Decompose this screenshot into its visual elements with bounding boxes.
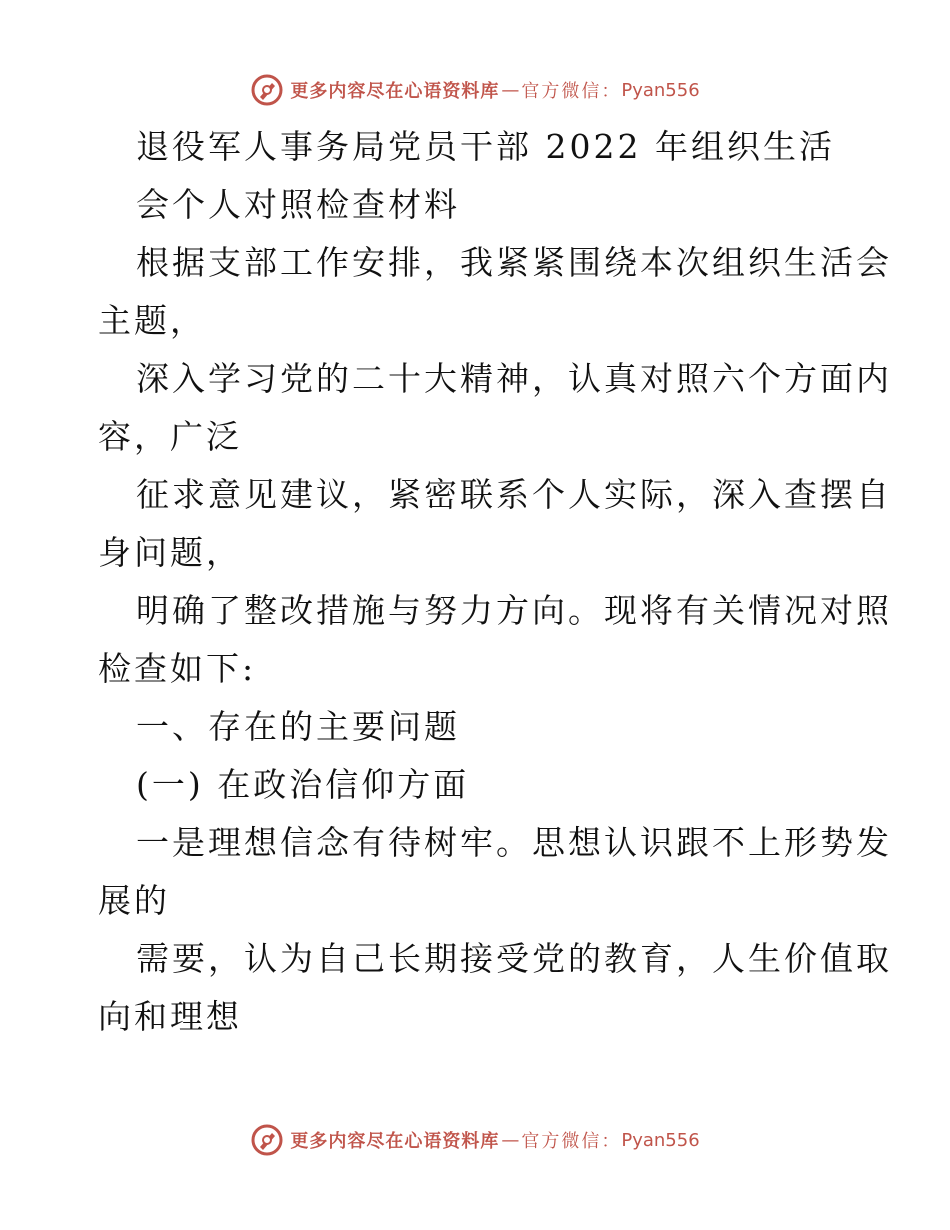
body-line: 一是理想信念有待树牢。思想认识跟不上形势发 (136, 823, 892, 862)
banner-main-text: 更多内容尽在心语资料库 (290, 1131, 500, 1152)
body-line: 明确了整改措施与努力方向。现将有关情况对照 (136, 591, 892, 630)
body-line: 向和理想 (98, 997, 242, 1036)
logo-pen-icon (250, 73, 284, 107)
body-line: 主题， (98, 301, 206, 340)
logo-pen-icon (250, 1123, 284, 1157)
body-line: 容，广泛 (98, 417, 242, 456)
body-line: 根据支部工作安排，我紧紧围绕本次组织生活会 (136, 243, 892, 282)
body-line: 深入学习党的二十大精神，认真对照六个方面内 (136, 359, 892, 398)
footer-banner (0, 1120, 950, 1160)
document-body (98, 118, 892, 1046)
title-line-1: 退役军人事务局党员干部 2022 年组织生活 (136, 127, 835, 166)
banner-main-text: 更多内容尽在心语资料库 (290, 81, 500, 102)
header-banner (0, 70, 950, 110)
banner-separator: — (501, 1129, 520, 1151)
body-line: 需要，认为自己长期接受党的教育，人生价值取 (136, 939, 892, 978)
banner-wechat-label: 官方微信： (521, 1131, 622, 1152)
section-heading: 一、存在的主要问题 (136, 707, 460, 746)
banner-separator: — (501, 79, 520, 101)
banner-wechat-label: 官方微信： (521, 81, 622, 102)
body-line: 征求意见建议，紧密联系个人实际，深入查摆自 (136, 475, 892, 514)
subsection-heading: (一) 在政治信仰方面 (136, 765, 470, 804)
body-line: 展的 (98, 881, 170, 920)
body-line: 检查如下: (98, 649, 257, 688)
body-line: 身问题， (98, 533, 242, 572)
banner-wechat-id: Pyan556 (621, 1129, 700, 1151)
title-line-2: 会个人对照检查材料 (136, 185, 460, 224)
banner-wechat-id: Pyan556 (621, 79, 700, 101)
